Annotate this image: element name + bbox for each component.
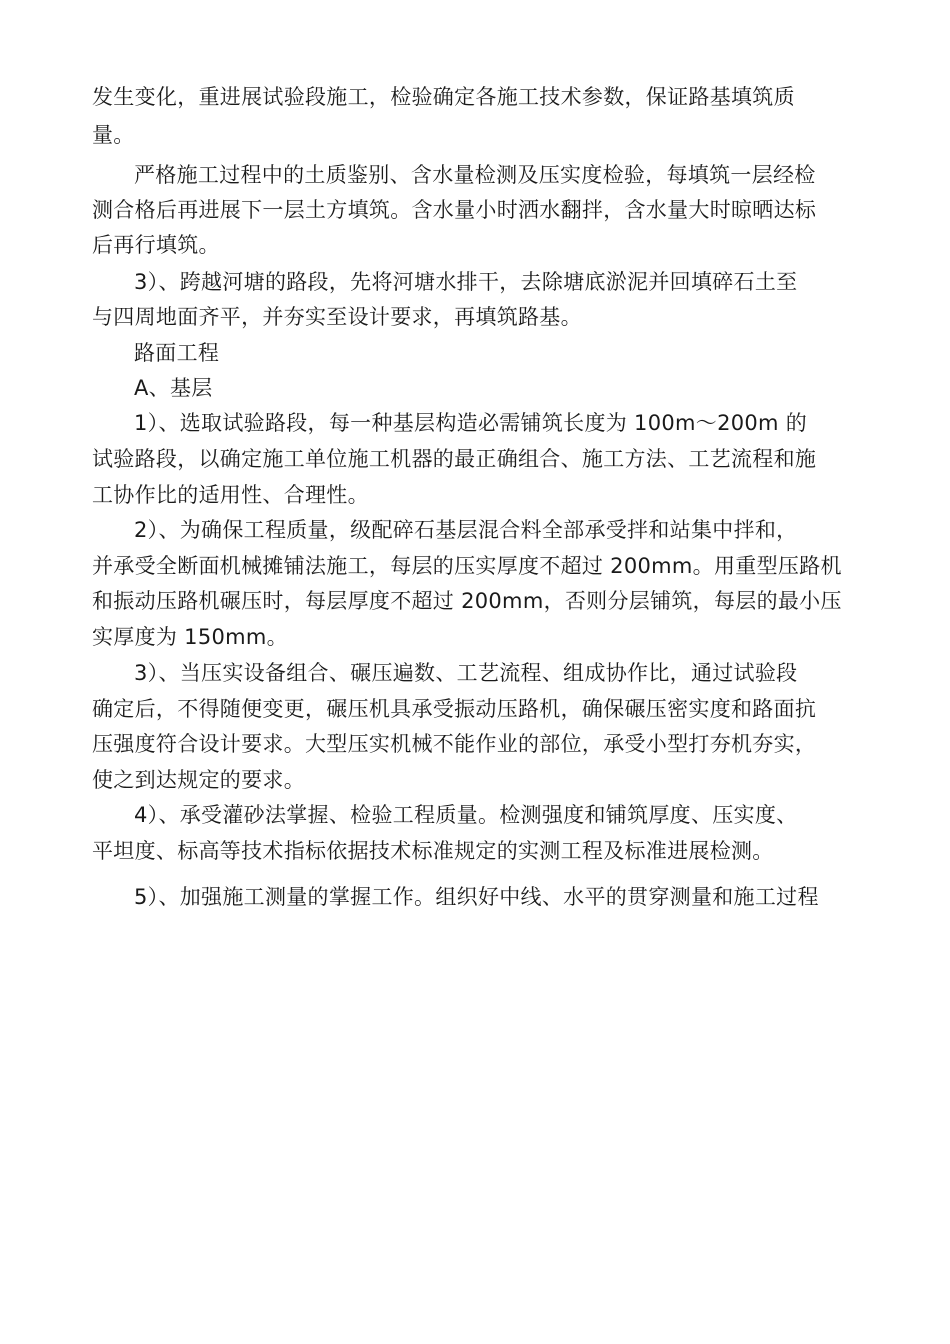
- text-line: 2）、为确保工程质量，级配碎石基层混合料全部承受拌和站集中拌和，: [134, 518, 798, 542]
- text-line: 工协作比的适用性、合理性。: [92, 483, 369, 507]
- text-line: 实厚度为 150mm。: [92, 625, 288, 649]
- text-line: 发生变化，重进展试验段施工，检验确定各施工技术参数，保证路基填筑质: [92, 85, 795, 109]
- text-line: 平坦度、标高等技术指标依据技术标准规定的实测工程及标准进展检测。: [92, 839, 774, 863]
- text-line: 严格施工过程中的土质鉴别、含水量检测及压实度检验，每填筑一层经检: [134, 163, 816, 187]
- text-line: 确定后，不得随便变更，碾压机具承受振动压路机，确保碾压密实度和路面抗: [92, 697, 817, 721]
- text-line: 5）、加强施工测量的掌握工作。组织好中线、水平的贯穿测量和施工过程: [134, 885, 819, 909]
- subsection-heading: A、基层: [134, 376, 213, 400]
- text-line: 并承受全断面机械摊铺法施工，每层的压实厚度不超过 200mm。用重型压路机: [92, 554, 842, 578]
- text-line: 压强度符合设计要求。大型压实机械不能作业的部位，承受小型打夯机夯实，: [92, 732, 817, 756]
- text-line: 和振动压路机碾压时，每层厚度不超过 200mm，否则分层铺筑，每层的最小压: [92, 589, 842, 613]
- text-line: 与四周地面齐平，并夯实至设计要求，再填筑路基。: [92, 305, 582, 329]
- text-line: 量。: [92, 123, 135, 147]
- text-line: 后再行填筑。: [92, 233, 220, 257]
- text-line: 4）、承受灌砂法掌握、检验工程质量。检测强度和铺筑厚度、压实度、: [134, 803, 798, 827]
- text-line: 3）、跨越河塘的路段，先将河塘水排干，去除塘底淤泥并回填碎石土至: [134, 270, 798, 294]
- text-line: 使之到达规定的要求。: [92, 768, 305, 792]
- text-line: 1）、选取试验路段，每一种基层构造必需铺筑长度为 100m～200m 的: [134, 411, 808, 435]
- text-line: 测合格后再进展下一层土方填筑。含水量小时洒水翻拌，含水量大时晾晒达标: [92, 198, 817, 222]
- text-line: 试验路段，以确定施工单位施工机器的最正确组合、施工方法、工艺流程和施: [92, 447, 817, 471]
- section-heading: 路面工程: [134, 341, 220, 365]
- text-line: 3）、当压实设备组合、碾压遍数、工艺流程、组成协作比，通过试验段: [134, 661, 798, 685]
